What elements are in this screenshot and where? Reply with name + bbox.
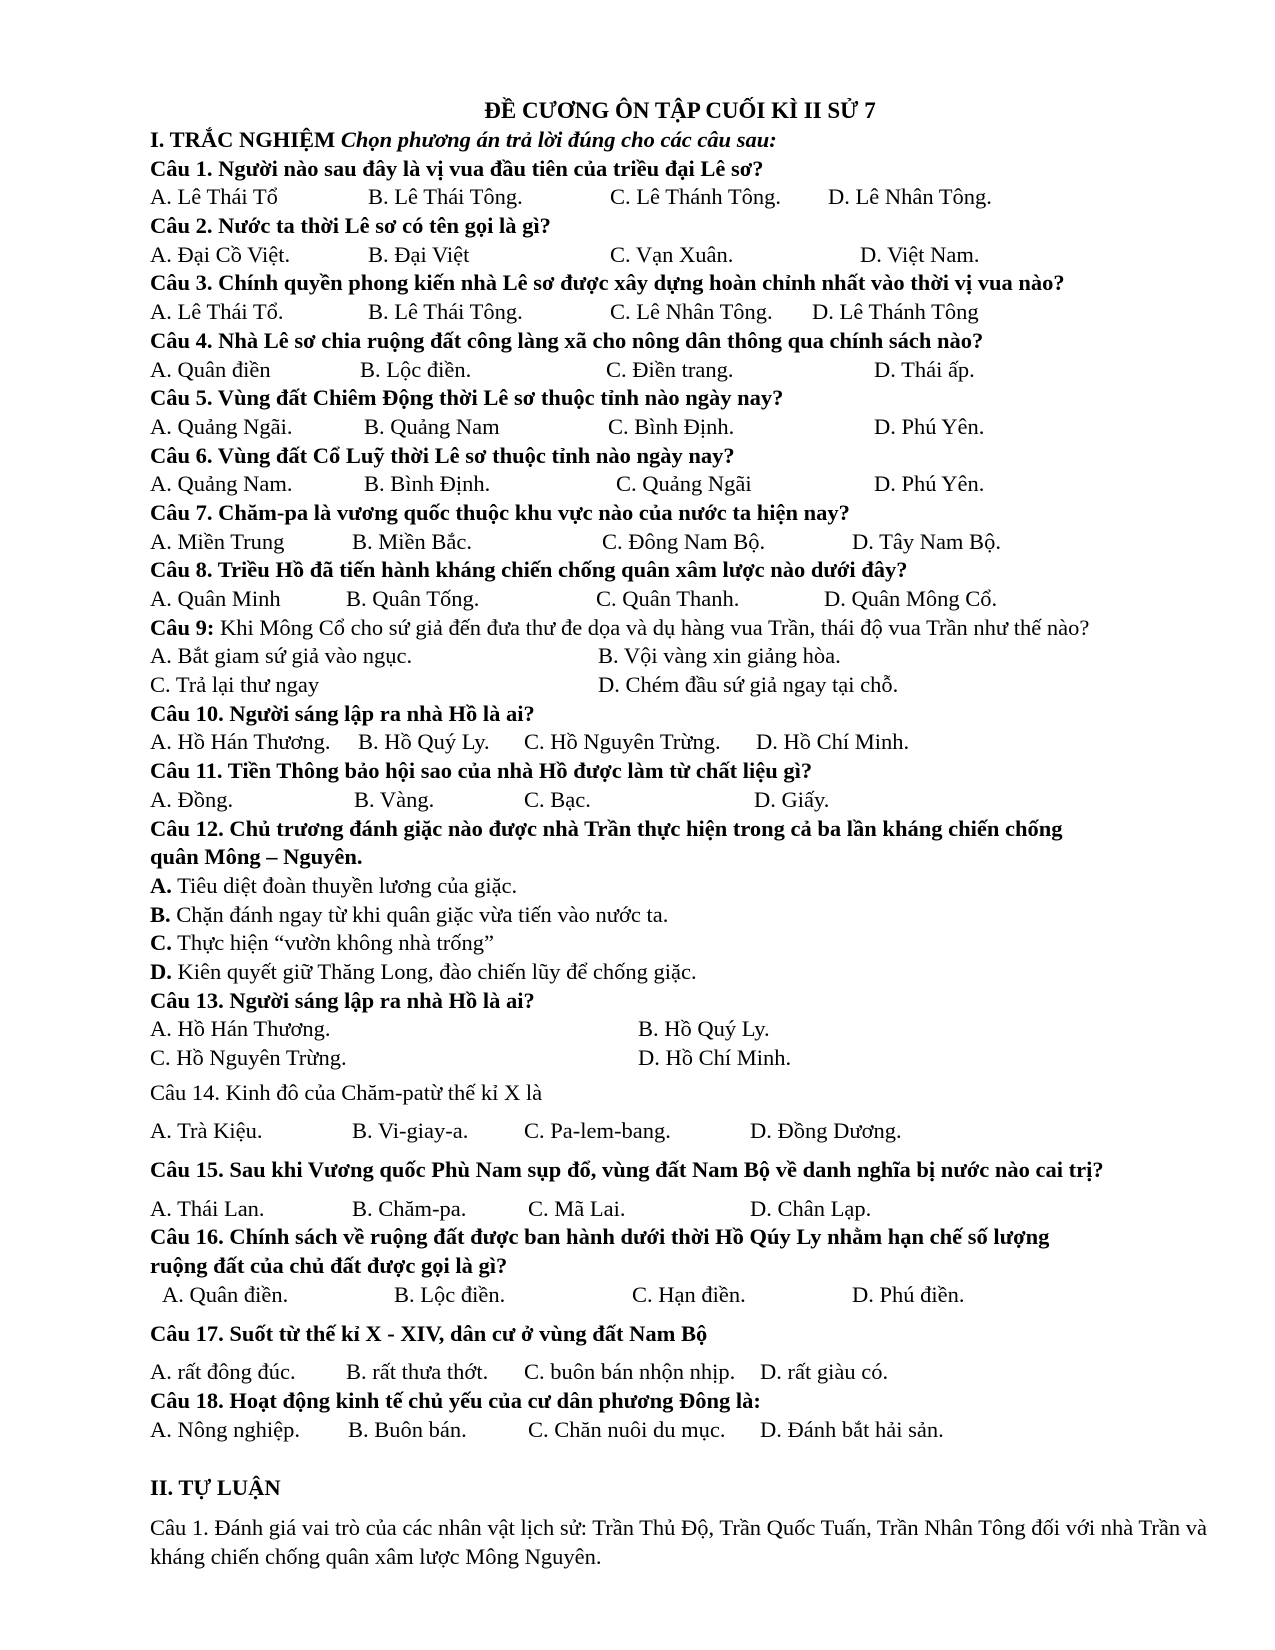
question-11-options: [150, 786, 1210, 815]
q10-option-b: B. Hồ Quý Ly.: [358, 729, 490, 755]
q17-option-a: A. rất đông đúc.: [150, 1359, 296, 1385]
q13-option-b: B. Hồ Quý Ly.: [638, 1016, 770, 1042]
question-7: Câu 7. Chăm-pa là vương quốc thuộc khu vực nào của nước ta hiện nay?: [150, 499, 850, 525]
question-14-options: [150, 1117, 1210, 1146]
question-18: Câu 18. Hoạt động kinh tế chủ yếu của cư dân phương Đông là:: [150, 1387, 761, 1413]
q12-option-d-text: Kiên quyết giữ Thăng Long, đào chiến lũy để chống giặc.: [171, 958, 697, 984]
question-15: Câu 15. Sau khi Vương quốc Phù Nam sụp đổ, vùng đất Nam Bộ về danh nghĩa bị nước nào cai trị?: [150, 1157, 1104, 1183]
q4-option-c: C. Điền trang.: [606, 356, 734, 382]
q12-option-d: [150, 958, 1210, 987]
question-6-options: [150, 470, 1210, 499]
q7-option-c: C. Đông Nam Bộ.: [602, 528, 766, 554]
q18-option-c: C. Chăn nuôi du mục.: [528, 1416, 726, 1442]
q3-option-d: D. Lê Thánh Tông: [812, 299, 979, 325]
q4-option-b: B. Lộc điền.: [360, 356, 472, 382]
q14-option-a: A. Trà Kiệu.: [150, 1118, 263, 1144]
q7-option-d: D. Tây Nam Bộ.: [852, 528, 1001, 554]
q2-option-b: B. Đại Việt: [368, 241, 470, 267]
q8-option-c: C. Quân Thanh.: [596, 586, 740, 611]
section1-instruction: Chọn phương án trả lời đúng cho các câu sau:: [340, 127, 777, 152]
q1-option-b: B. Lê Thái Tông.: [368, 184, 523, 210]
question-1-options: [150, 183, 1210, 212]
q16-option-d: D. Phú điền.: [852, 1281, 965, 1307]
question-10: Câu 10. Người sáng lập ra nhà Hồ là ai?: [150, 700, 535, 726]
q13-option-c: C. Hồ Nguyên Trừng.: [150, 1045, 347, 1070]
document-title: ĐỀ CƯƠNG ÔN TẬP CUỐI KÌ II SỬ 7: [484, 98, 876, 123]
q11-option-c: C. Bạc.: [524, 786, 591, 812]
q12-option-a-text: Tiêu diệt đoàn thuyền lương của giặc.: [171, 872, 518, 898]
question-4: Câu 4. Nhà Lê sơ chia ruộng đất công làng xã cho nông dân thông qua chính sách nào?: [150, 327, 984, 353]
q15-option-d: D. Chân Lạp.: [750, 1195, 872, 1221]
section2-heading: II. TỰ LUẬN: [150, 1475, 281, 1501]
question-1: Câu 1. Người nào sau đây là vị vua đầu tiên của triều đại Lê sơ?: [150, 155, 764, 181]
q14-option-d: D. Đồng Dương.: [750, 1118, 902, 1144]
q7-option-b: B. Miền Bắc.: [352, 528, 472, 554]
q6-option-a: A. Quảng Nam.: [150, 471, 293, 497]
question-16-line2: ruộng đất của chủ đất được gọi là gì?: [150, 1253, 508, 1279]
section1-heading-line: [150, 126, 1210, 155]
question-16-options: [150, 1281, 1210, 1310]
q16-option-a: A. Quân điền.: [162, 1281, 289, 1307]
q10-option-d: D. Hồ Chí Minh.: [756, 729, 910, 755]
q3-option-b: B. Lê Thái Tông.: [368, 299, 523, 325]
question-9-options-row2: [150, 671, 1210, 700]
q12-option-b: [150, 901, 1210, 930]
question-17: Câu 17. Suốt từ thế kỉ X - XIV, dân cư ở vùng đất Nam Bộ: [150, 1320, 708, 1346]
q8-option-a: A. Quân Minh: [150, 586, 281, 611]
question-13-options-row2: [150, 1044, 1210, 1073]
q5-option-c: C. Bình Định.: [608, 413, 735, 439]
question-16-line1: Câu 16. Chính sách về ruộng đất được ban hành dưới thời Hồ Qúy Ly nhằm hạn chế số lượng: [150, 1224, 1050, 1250]
question-4-options: [150, 356, 1210, 385]
q1-option-d: D. Lê Nhân Tông.: [828, 184, 992, 210]
q11-option-d: D. Giấy.: [754, 786, 830, 812]
q16-option-c: C. Hạn điền.: [632, 1281, 746, 1307]
q6-option-d: D. Phú Yên.: [874, 471, 985, 497]
q17-option-c: C. buôn bán nhộn nhịp.: [524, 1359, 736, 1385]
q13-option-d: D. Hồ Chí Minh.: [638, 1045, 792, 1070]
q8-option-b: B. Quân Tống.: [346, 586, 480, 611]
q16-option-b: B. Lộc điền.: [394, 1281, 506, 1307]
q6-option-c: C. Quảng Ngãi: [616, 471, 752, 497]
document-page: [150, 96, 1210, 1571]
question-14: Câu 14. Kinh đô của Chăm-patừ thế kỉ X là: [150, 1079, 543, 1105]
q15-option-c: C. Mã Lai.: [528, 1195, 626, 1221]
question-12-line2: quân Mông – Nguyên.: [150, 844, 363, 870]
question-5: Câu 5. Vùng đất Chiêm Động thời Lê sơ thuộc tỉnh nào ngày nay?: [150, 385, 784, 411]
q9-option-c: C. Trả lại thư ngay: [150, 672, 320, 698]
q14-option-c: C. Pa-lem-bang.: [524, 1118, 671, 1144]
q17-option-b: B. rất thưa thớt.: [346, 1359, 489, 1385]
q12-option-c: [150, 929, 1210, 958]
q10-option-a: A. Hồ Hán Thương.: [150, 729, 331, 755]
q12-option-c-text: Thực hiện “vườn không nhà trống”: [171, 930, 494, 956]
q8-option-d: D. Quân Mông Cổ.: [824, 586, 998, 611]
question-10-options: [150, 728, 1210, 757]
q1-option-a: A. Lê Thái Tổ: [150, 184, 278, 210]
q18-option-a: A. Nông nghiệp.: [150, 1416, 300, 1442]
question-18-options: [150, 1416, 1210, 1445]
q11-option-b: B. Vàng.: [354, 786, 435, 812]
q2-option-d: D. Việt Nam.: [860, 241, 980, 267]
q17-option-d: D. rất giàu có.: [760, 1359, 889, 1385]
q10-option-c: C. Hồ Nguyên Trừng.: [524, 729, 721, 755]
question-13-options-row1: [150, 1015, 1210, 1044]
q9-option-a: A. Bắt giam sứ giả vào ngục.: [150, 643, 413, 669]
question-2: Câu 2. Nước ta thời Lê sơ có tên gọi là gì?: [150, 213, 551, 239]
q1-option-c: C. Lê Thánh Tông.: [610, 184, 782, 210]
q5-option-b: B. Quảng Nam: [364, 413, 500, 439]
q7-option-a: A. Miền Trung: [150, 528, 285, 554]
question-6: Câu 6. Vùng đất Cổ Luỹ thời Lê sơ thuộc tỉnh nào ngày nay?: [150, 442, 735, 468]
question-9-options-row1: [150, 642, 1210, 671]
q12-option-b-label: B.: [150, 901, 171, 927]
q3-option-a: A. Lê Thái Tổ.: [150, 299, 284, 325]
q11-option-a: A. Đồng.: [150, 786, 234, 812]
q2-option-a: A. Đại Cồ Việt.: [150, 241, 291, 267]
q4-option-a: A. Quân điền: [150, 356, 271, 382]
q13-option-a: A. Hồ Hán Thương.: [150, 1016, 331, 1042]
q12-option-b-text: Chặn đánh ngay từ khi quân giặc vừa tiến vào nước ta.: [170, 901, 669, 927]
question-3: Câu 3. Chính quyền phong kiến nhà Lê sơ được xây dựng hoàn chỉnh nhất vào thời vị vua nào?: [150, 270, 1065, 296]
question-3-options: [150, 298, 1210, 327]
q5-option-d: D. Phú Yên.: [874, 413, 985, 439]
q3-option-c: C. Lê Nhân Tông.: [610, 299, 773, 325]
q18-option-d: D. Đánh bắt hải sản.: [760, 1416, 944, 1442]
question-9-text: Khi Mông Cổ cho sứ giả đến đưa thư đe dọa và dụ hàng vua Trần, thái độ vua Trần như thế nào?: [214, 614, 1090, 640]
question-8: Câu 8. Triều Hồ đã tiến hành kháng chiến chống quân xâm lược nào dưới đây?: [150, 557, 908, 583]
question-9: [150, 614, 1210, 643]
q14-option-b: B. Vi-giay-a.: [352, 1118, 469, 1144]
q12-option-c-label: C.: [150, 930, 172, 956]
question-12-line1: Câu 12. Chủ trương đánh giặc nào được nhà Trần thực hiện trong cả ba lần kháng chiến chống: [150, 815, 1063, 841]
question-7-options: [150, 528, 1210, 557]
q15-option-b: B. Chăm-pa.: [352, 1195, 467, 1221]
question-15-options: [150, 1195, 1210, 1224]
section1-heading: I. TRẮC NGHIỆM: [150, 127, 336, 152]
q18-option-b: B. Buôn bán.: [348, 1416, 467, 1442]
q12-option-d-label: D.: [150, 958, 172, 984]
question-9-label: Câu 9:: [150, 614, 215, 640]
question-8-options: [150, 585, 1210, 614]
q9-option-b: B. Vội vàng xin giảng hòa.: [598, 643, 841, 669]
question-17-options: [150, 1358, 1210, 1387]
essay-question-1: Câu 1. Đánh giá vai trò của các nhân vật lịch sử: Trần Thủ Độ, Trần Quốc Tuấn, Trần Nhân Tông đối với nhà Trần và kháng chiến chống quân xâm lược Mông Nguyên.: [150, 1514, 1207, 1569]
question-11: Câu 11. Tiền Thông bảo hội sao của nhà Hồ được làm từ chất liệu gì?: [150, 758, 813, 784]
q12-option-a-label: A.: [150, 872, 172, 898]
q15-option-a: A. Thái Lan.: [150, 1195, 265, 1221]
q9-option-d: D. Chém đầu sứ giả ngay tại chỗ.: [598, 672, 899, 698]
question-2-options: [150, 241, 1210, 270]
question-5-options: [150, 413, 1210, 442]
question-13: Câu 13. Người sáng lập ra nhà Hồ là ai?: [150, 987, 535, 1013]
q4-option-d: D. Thái ấp.: [874, 356, 975, 382]
q6-option-b: B. Bình Định.: [364, 471, 491, 497]
q5-option-a: A. Quảng Ngãi.: [150, 413, 293, 439]
q2-option-c: C. Vạn Xuân.: [610, 241, 734, 267]
q12-option-a: [150, 872, 1210, 901]
